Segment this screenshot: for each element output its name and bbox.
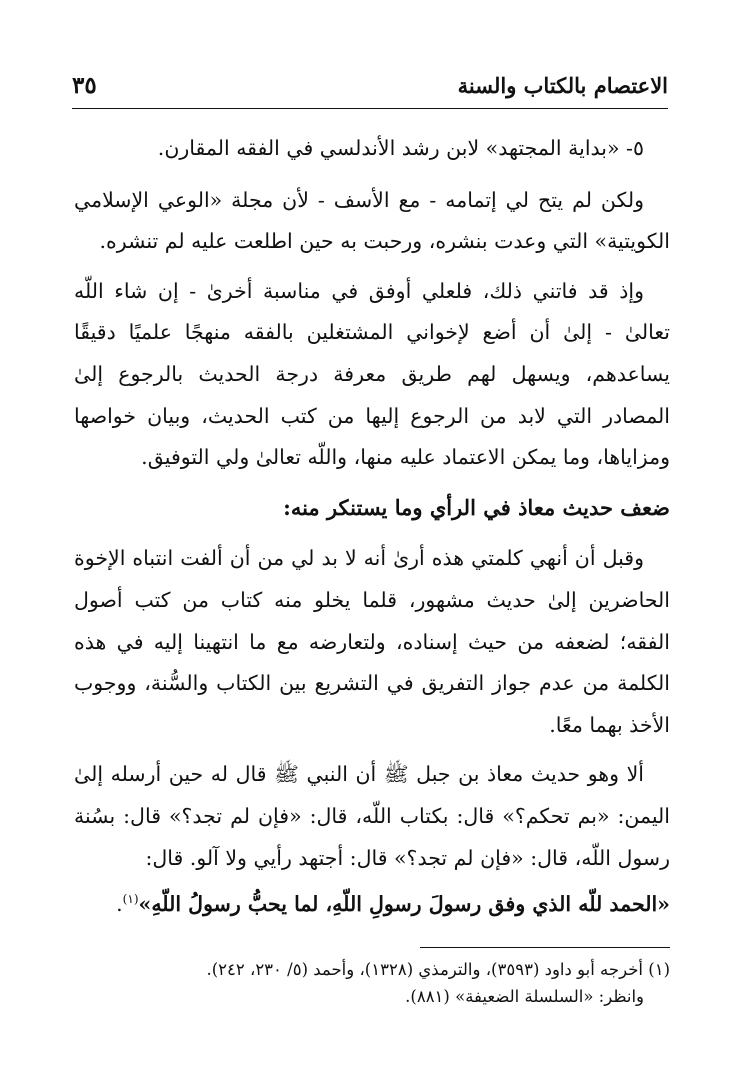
section-heading: ضعف حديث معاذ في الرأي وما يستنكر منه: (283, 494, 670, 520)
quote-line (74, 879, 670, 925)
footnote-1: (١) أخرجه أبو داود (٣٥٩٣)، والترمذي (١٣٢٨)، وأحمد (٥/ ٢٣٠، ٢٤٢). (206, 960, 670, 979)
footnote-rule (420, 947, 670, 948)
paragraph-4: ألا وهو حديث معاذ بن جبل ﷺ أن النبي ﷺ قال له حين أرسله إلىٰ اليمن: «بم تحكم؟» قال: بكتاب اللّه، قال: «فإن لم تجد؟» قال: بسُنة رسول اللّه، قال: «فإن لم تجد؟» قال: أجتهد رأيي ولا آلو. قال: (74, 762, 670, 870)
footnotes (74, 956, 670, 1010)
paragraph-1: ولكن لم يتح لي إتمامه - مع الأسف - لأن مجلة «الوعي الإسلامي الكويتية» التي وعدت بنشره، ورحبت به حين اطلعت عليه لم تنشره. (74, 187, 670, 254)
running-title: الاعتصام بالكتاب والسنة (457, 72, 668, 98)
list-item-5: ٥- «بداية المجتهد» لابن رشد الأندلسي في الفقه المقارن. (157, 136, 644, 160)
paragraph-3: وقبل أن أنهي كلمتي هذه أرىٰ أنه لا بد لي من أن ألفت انتباه الإخوة الحاضرين إلىٰ حديث مشهور، قلما يخلو منه كتاب من كتب أصول الفقه؛ لضعفه من حيث إسناده، ولتعارضه مع ما انتهينا إليه في هذه الكلمة من عدم جواز التفريق في التشريع بين الكتاب والسُّنة، ووجوب الأخذ بهما معًا. (74, 546, 670, 737)
page-header (72, 68, 668, 102)
header-rule (72, 108, 668, 109)
main-text (74, 128, 670, 926)
quote-end: . (116, 891, 123, 916)
page-number: ٣٥ (72, 71, 97, 99)
footnote-marker: (١) (122, 892, 139, 907)
paragraph-2: وإذ قد فاتني ذلك، فلعلي أوفق في مناسبة أخرىٰ - إن شاء اللّه تعالىٰ - إلىٰ أن أضع لإخواني المشتغلين بالفقه منهجًا علميًا دقيقًا يساعدهم، ويسهل لهم طريق معرفة درجة الحديث بالرجوع إلىٰ المصادر التي لابد من الرجوع إليها من كتب الحديث، وبيان خواصها ومزاياها، وما يمكن الاعتماد عليه منها، واللّه تعالىٰ ولي التوفيق. (74, 278, 670, 470)
footnote-1-continued: وانظر: «السلسلة الضعيفة» (٨٨١). (405, 987, 644, 1006)
hadith-quote: «الحمد للّه الذي وفق رسولَ رسولِ اللّهِ، لما يحبُّ رسولُ اللّهِ» (138, 891, 670, 916)
